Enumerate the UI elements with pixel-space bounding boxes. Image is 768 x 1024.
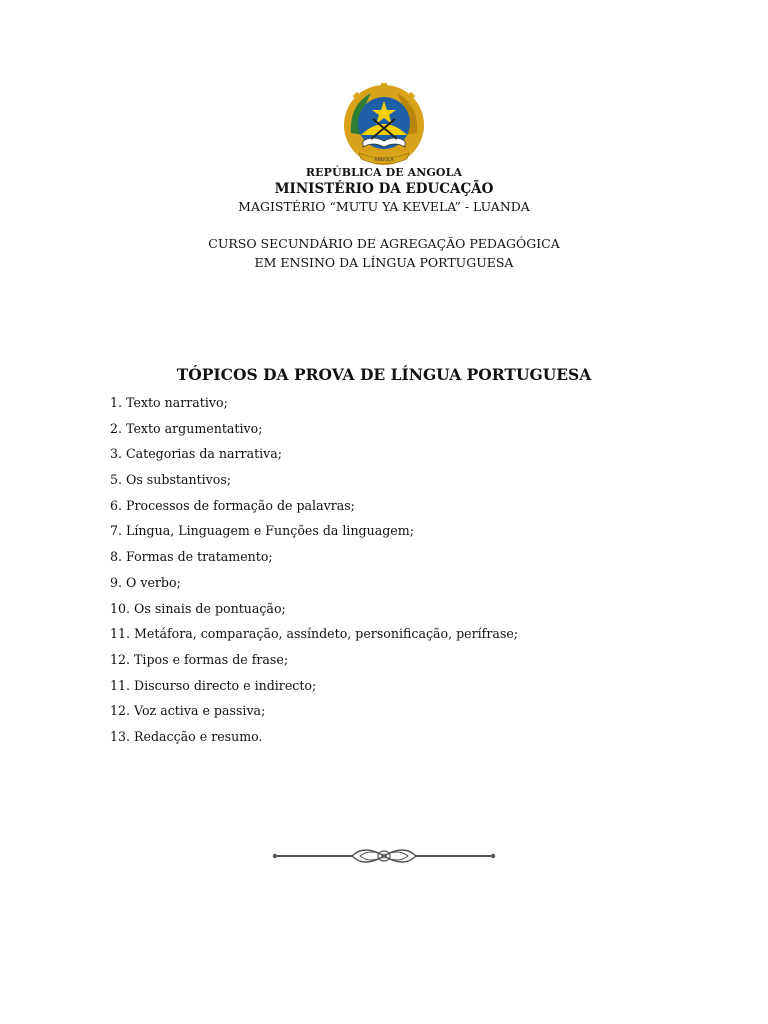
- angola-coat-of-arms-icon: [341, 83, 427, 169]
- topics-title: TÓPICOS DA PROVA DE LÍNGUA PORTUGUESA: [176, 365, 592, 384]
- list-item: 11. Discurso directo e indirecto;: [110, 677, 317, 693]
- decorative-divider-icon: [272, 841, 496, 871]
- list-item: 6. Processos de formação de palavras;: [110, 497, 355, 513]
- svg-text:ANGOLA: ANGOLA: [374, 158, 394, 163]
- ministry-heading: MINISTÉRIO DA EDUCAÇÃO: [274, 181, 494, 197]
- list-item: 1. Texto narrativo;: [110, 395, 228, 410]
- list-item: 5. Os substantivos;: [110, 472, 232, 488]
- list-item: 8. Formas de tratamento;: [110, 549, 273, 565]
- list-item: 9. O verbo;: [110, 574, 181, 590]
- topics-list: [110, 395, 518, 755]
- list-item: 12. Voz activa e passiva;: [110, 703, 266, 719]
- list-item: 7. Língua, Linguagem e Funções da linguagem;: [110, 523, 414, 539]
- list-item: 12. Tipos e formas de frase;: [110, 651, 289, 667]
- course-title-line2: EM ENSINO DA LÍNGUA PORTUGUESA: [254, 255, 514, 270]
- list-item: 13. Redacção e resumo.: [110, 728, 263, 744]
- list-item: 11. Metáfora, comparação, assíndeto, personificação, perífrase;: [110, 626, 519, 642]
- list-item: 10. Os sinais de pontuação;: [110, 600, 286, 616]
- course-title-line1: CURSO SECUNDÁRIO DE AGREGAÇÃO PEDAGÓGICA: [208, 236, 560, 251]
- list-item: 2. Texto argumentativo;: [110, 420, 263, 436]
- list-item: 3. Categorias da narrativa;: [110, 446, 283, 462]
- republic-heading: REPÚBLICA DE ANGOLA: [305, 166, 463, 179]
- school-name: MAGISTÉRIO “MUTU YA KEVELA” - LUANDA: [238, 199, 530, 214]
